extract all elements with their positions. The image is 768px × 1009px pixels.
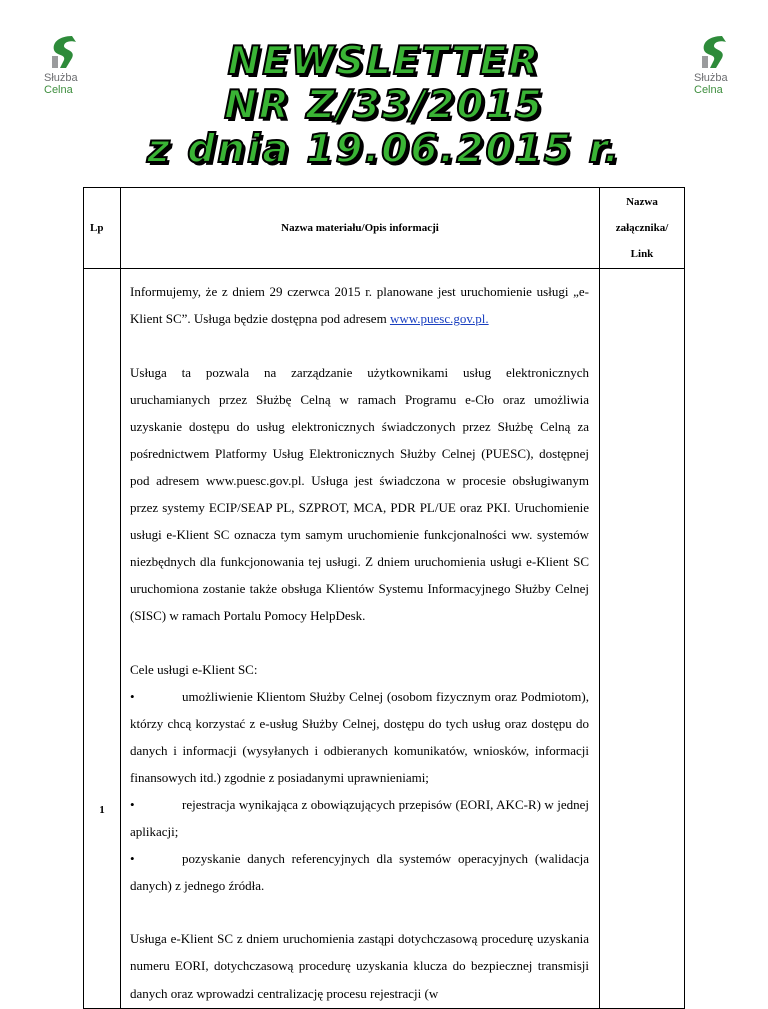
bullet-text: umożliwienie Klientom Służby Celnej (osobom fizycznym oraz Podmiotom), którzy chcą korzystać z e-usług Służby Celnej, dostępu do tych usług oraz dostępu do danych i informacji (wysyłanych i odbieranych komunikatów, wniosków, informacji finansowych itd.) zgodnie z posiadanymi uprawnieniami; — [130, 688, 589, 785]
row-number: 1 — [84, 269, 121, 1009]
service-description-paragraph: Usługa ta pozwala na zarządzanie użytkownikami usług elektronicznych uruchamianych przez Służbę Celną w ramach Programu e-Cło oraz umożliwia uzyskanie dostępu do usług elektronicznych świadczonych przez Służbę Celną za pośrednictwem Platformy Usług Elektronicznych Służby Celnej (PUESC), dostępnej pod adresem www.puesc.gov.pl. Usługa jest świadczona w procesie obsługiwanym przez systemy ECIP/SEAP PL, SZPROT, MCA, PDR PL/UE oraz PKI. Uruchomienie usługi e-Klient SC oznacza tym samym uruchomienie funkcjonalności ww. systemów niezbędnych dla funkcjonowania tej usługi. Z dniem uruchomienia usługi e-Klient SC uruchomiona zostanie także obsługa Klientów Systemu Informacyjnego Służby Celnej (SISC) w ramach Portalu Pomocy HelpDesk. — [130, 364, 589, 624]
header-attachment-line1: Nazwa — [626, 196, 658, 208]
sluzba-celna-logo-left — [44, 34, 104, 96]
intro-text: Informujemy, że z dniem 29 czerwca 2015 r. planowane jest uruchomienie usługi „e-Klient SC”. Usługa będzie dostępna pod adresem — [130, 284, 589, 327]
table-row — [84, 269, 685, 1009]
intro-paragraph — [130, 278, 589, 332]
logo-text-line1: Służba — [694, 72, 728, 84]
row-content — [121, 269, 600, 1009]
logo-text-line2: Celna — [694, 84, 723, 96]
bullet-text: rejestracja wynikająca z obowiązujących przepisów (EORI, AKC-R) w jednej aplikacji; — [130, 796, 589, 840]
header-attachment — [600, 188, 685, 269]
goals-title: Cele usługi e-Klient SC: — [130, 661, 258, 677]
sluzba-celna-logo-right — [694, 34, 754, 96]
attachment-cell — [600, 269, 685, 1009]
header-lp: Lp — [84, 188, 121, 269]
puesc-link[interactable]: www.puesc.gov.pl. — [389, 311, 489, 327]
bullet-icon: • — [130, 851, 135, 867]
header-attachment-line3: Link — [630, 248, 654, 260]
headline-line-1: NEWSLETTER — [227, 39, 541, 84]
bullet-text: pozyskanie danych referencyjnych dla systemów operacyjnych (walidacja danych) z jednego źródła. — [130, 851, 589, 894]
sluzba-celna-emblem-icon — [696, 34, 734, 70]
sluzba-celna-emblem-icon — [46, 34, 84, 70]
table-header-row — [84, 188, 685, 269]
newsletter-headline — [110, 40, 658, 172]
bullet-icon: • — [130, 796, 135, 812]
headline-line-3: z dnia 19.06.2015 r. — [146, 127, 621, 172]
bullet-item — [130, 845, 589, 899]
bullet-icon: • — [130, 688, 135, 704]
logo-text-line1: Służba — [44, 72, 78, 84]
header-description: Nazwa materiału/Opis informacji — [121, 188, 600, 269]
bullet-item — [130, 683, 589, 791]
bullet-item — [130, 791, 589, 845]
headline-line-2: NR Z/33/2015 — [224, 83, 544, 128]
replacement-paragraph: Usługa e-Klient SC z dniem uruchomienia zastąpi dotychczasową procedurę uzyskania numeru EORI, dotychczasową procedurę uzyskania klucza do bezpiecznej transmisji danych oraz wprowadzi centralizację procesu rejestracji (w — [130, 931, 589, 1001]
header-attachment-line2: załącznika/ — [615, 222, 669, 234]
logo-text-line2: Celna — [44, 84, 73, 96]
newsletter-table — [83, 187, 685, 1009]
